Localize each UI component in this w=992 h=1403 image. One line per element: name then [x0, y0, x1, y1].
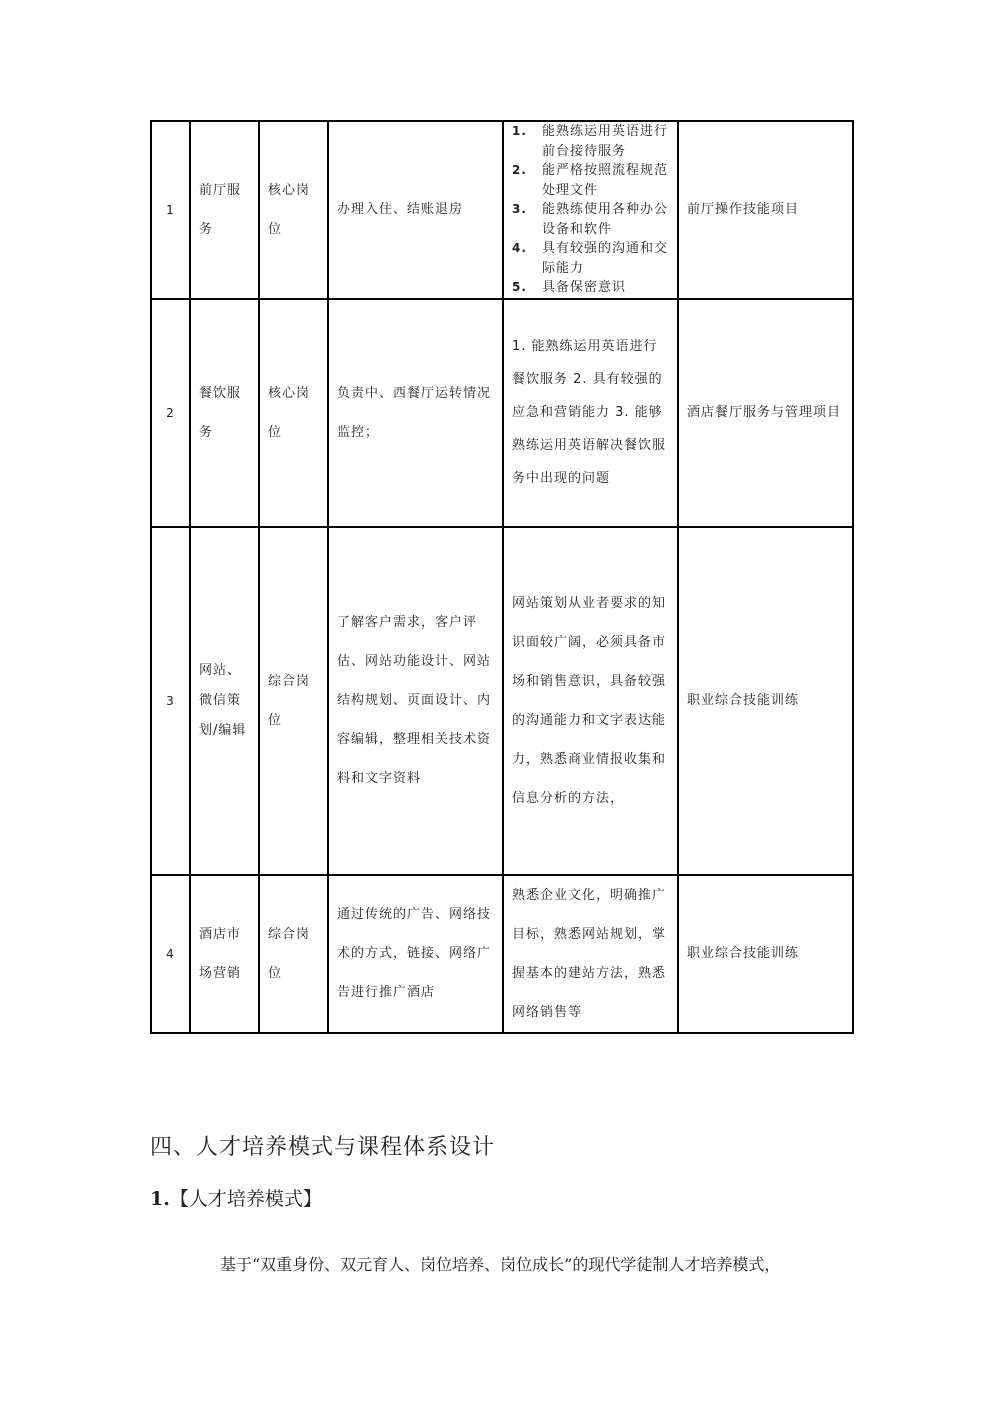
list-item [512, 161, 669, 200]
position-type: 核心岗位 [259, 299, 328, 527]
table-row [151, 121, 853, 299]
skill-requirements: 熟悉企业文化，明确推广目标，熟悉网站规划，掌握基本的建站方法，熟悉网络销售等 [503, 875, 678, 1033]
list-number: 1. [512, 124, 527, 138]
job-task: 办理入住、结账退房 [328, 121, 503, 299]
course-project: 职业综合技能训练 [678, 875, 853, 1033]
subsection-label: 【人才培养模式】 [169, 1188, 322, 1210]
list-text: 能熟练运用英语进行前台接待服务 [542, 124, 669, 159]
body-paragraph: 基于“双重身份、双元育人、岗位培养、岗位成长”的现代学徒制人才培养模式， [220, 1255, 781, 1274]
position-name: 前厅服务 [190, 121, 259, 299]
list-item [512, 278, 669, 298]
row-number: 3 [151, 527, 190, 875]
list-text: 能熟练使用各种办公设备和软件 [542, 202, 669, 237]
row-number: 4 [151, 875, 190, 1033]
section-title: 四、人才培养模式与课程体系设计 [150, 1135, 496, 1160]
position-name: 网站、微信策划/编辑 [190, 527, 259, 875]
list-item [512, 239, 669, 278]
table-row [151, 299, 853, 527]
job-task: 通过传统的广告、网络技术的方式，链接、网络广告进行推广酒店 [328, 875, 503, 1033]
list-number: 3. [512, 202, 527, 216]
row-number: 2 [151, 299, 190, 527]
table-row [151, 875, 853, 1033]
position-name: 餐饮服务 [190, 299, 259, 527]
position-type: 核心岗位 [259, 121, 328, 299]
course-project: 酒店餐厅服务与管理项目 [678, 299, 853, 527]
skill-requirements: 网站策划从业者要求的知识面较广阔，必须具备市场和销售意识，具备较强的沟通能力和文字表达能力，熟悉商业情报收集和信息分析的方法， [503, 527, 678, 875]
skill-list [512, 122, 669, 298]
list-number: 2. [512, 163, 527, 177]
table-row [151, 527, 853, 875]
list-text: 具有较强的沟通和交际能力 [542, 241, 669, 276]
position-type: 综合岗位 [259, 875, 328, 1033]
list-item [512, 122, 669, 161]
job-task: 了解客户需求，客户评估、网站功能设计、网站结构规划、页面设计、内容编辑，整理相关技术资料和文字资料 [328, 527, 503, 875]
list-item [512, 200, 669, 239]
job-skills-table [150, 120, 854, 1034]
skill-requirements: 1. 能熟练运用英语进行餐饮服务 2. 具有较强的应急和营销能力 3. 能够熟练运用英语解决餐饮服务中出现的问题 [503, 299, 678, 527]
subsection-number: 1. [150, 1188, 170, 1210]
position-name: 酒店市场营销 [190, 875, 259, 1033]
list-number: 5. [512, 280, 527, 294]
skill-requirements [503, 121, 678, 299]
job-task: 负责中、西餐厅运转情况监控； [328, 299, 503, 527]
row-number: 1 [151, 121, 190, 299]
list-text: 能严格按照流程规范处理文件 [542, 163, 669, 198]
list-number: 4. [512, 241, 527, 255]
list-text: 具备保密意识 [542, 280, 627, 295]
subsection-title [150, 1184, 322, 1211]
course-project: 前厅操作技能项目 [678, 121, 853, 299]
position-type: 综合岗位 [259, 527, 328, 875]
course-project: 职业综合技能训练 [678, 527, 853, 875]
